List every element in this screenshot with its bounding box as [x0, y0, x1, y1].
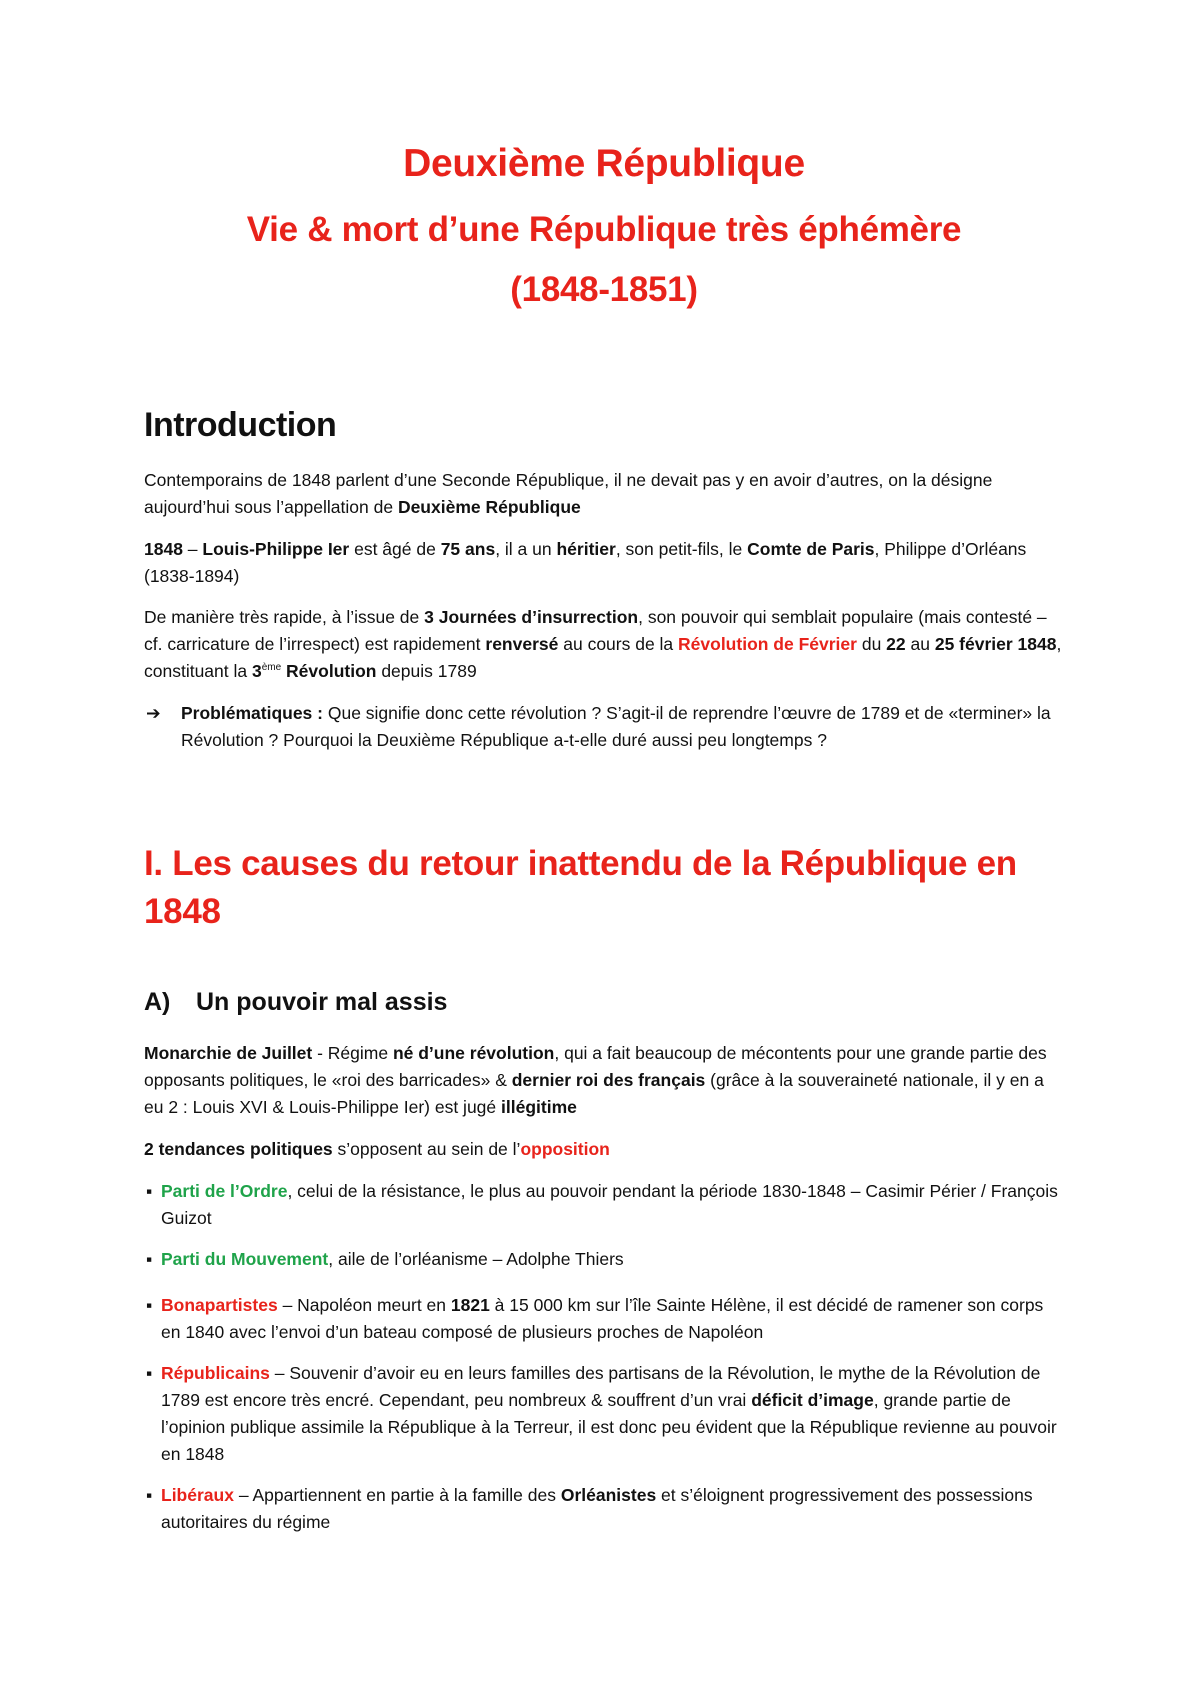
bullet-square-icon: ▪	[146, 1485, 153, 1505]
document-subtitle: Vie & mort d’une République très éphémère	[246, 210, 962, 249]
intro-paragraph-1: Contemporains de 1848 parlent d’une Seconde République, il ne devait pas y en avoir d’autres, on la désigne aujourd’hui sous l’appellation de Deuxième République	[144, 470, 993, 517]
intro-paragraph-2: 1848 – Louis-Philippe Ier est âgé de 75 ans, il a un héritier, son petit-fils, le Comte de Paris, Philippe d’Orléans (1838-1894)	[144, 539, 1027, 586]
subsection-a-heading: A) Un pouvoir mal assis	[144, 988, 448, 1016]
bullet-square-icon: ▪	[146, 1295, 153, 1315]
bullet-square-icon: ▪	[146, 1363, 153, 1383]
bullet-square-icon: ▪	[146, 1181, 153, 1201]
list-item: ▪ Républicains – Souvenir d’avoir eu en leurs familles des partisans de la Révolution, le mythe de la Révolution de 1789 est encore très encré. Cependant, peu nombreux & souffrent d’un vrai déficit d’image, grande partie de l’opinion publique assimile la République à la Terreur, il est donc peu évident que la République revienne au pouvoir en 1848	[144, 1360, 1064, 1468]
list-item: ▪ Parti du Mouvement, aile de l’orléanisme – Adolphe Thiers	[144, 1246, 1064, 1273]
document-title: Deuxième République	[403, 142, 805, 185]
introduction-heading: Introduction	[144, 406, 337, 444]
section-1-heading: I. Les causes du retour inattendu de la République en 1848	[144, 844, 1017, 931]
intro-paragraph-3: De manière très rapide, à l’issue de 3 Journées d’insurrection, son pouvoir qui semblait populaire (mais contesté – cf. carricature de l’irrespect) est rapidement renversé au cours de la Révolution de Février du 22 au 25 février 1848, constituant la 3ème Révolution depuis 1789	[144, 607, 1062, 681]
section-1-paragraph-2: 2 tendances politiques s’opposent au sein de l’opposition	[144, 1139, 610, 1159]
document-subtitle-dates: (1848-1851)	[510, 270, 698, 309]
arrow-right-icon: ➔	[146, 703, 161, 723]
section-1-paragraph-1: Monarchie de Juillet - Régime né d’une révolution, qui a fait beaucoup de mécontents pour une grande partie des opposants politiques, le «roi des barricades» & dernier roi des français (grâce à la souveraineté nationale, il y en a eu 2 : Louis XVI & Louis-Philippe Ier) est jugé illégitime	[144, 1043, 1047, 1117]
list-item: ▪ Bonapartistes – Napoléon meurt en 1821 à 15 000 km sur l’île Sainte Hélène, il est décidé de ramener son corps en 1840 avec l’envoi d’un bateau composé de plusieurs proches de Napoléon	[144, 1292, 1064, 1346]
problematic-item: ➔ Problématiques : Que signifie donc cette révolution ? S’agit-il de reprendre l’œuvre de 1789 et de «terminer» la Révolution ? Pourquoi la Deuxième République a-t-elle duré aussi peu longtemps ?	[144, 700, 1064, 754]
list-item: ▪ Parti de l’Ordre, celui de la résistance, le plus au pouvoir pendant la période 1830-1848 – Casimir Périer / François Guizot	[144, 1178, 1064, 1232]
list-item: ▪ Libéraux – Appartiennent en partie à la famille des Orléanistes et s’éloignent progressivement des possessions autoritaires du régime	[144, 1482, 1064, 1536]
bullet-square-icon: ▪	[146, 1249, 153, 1269]
